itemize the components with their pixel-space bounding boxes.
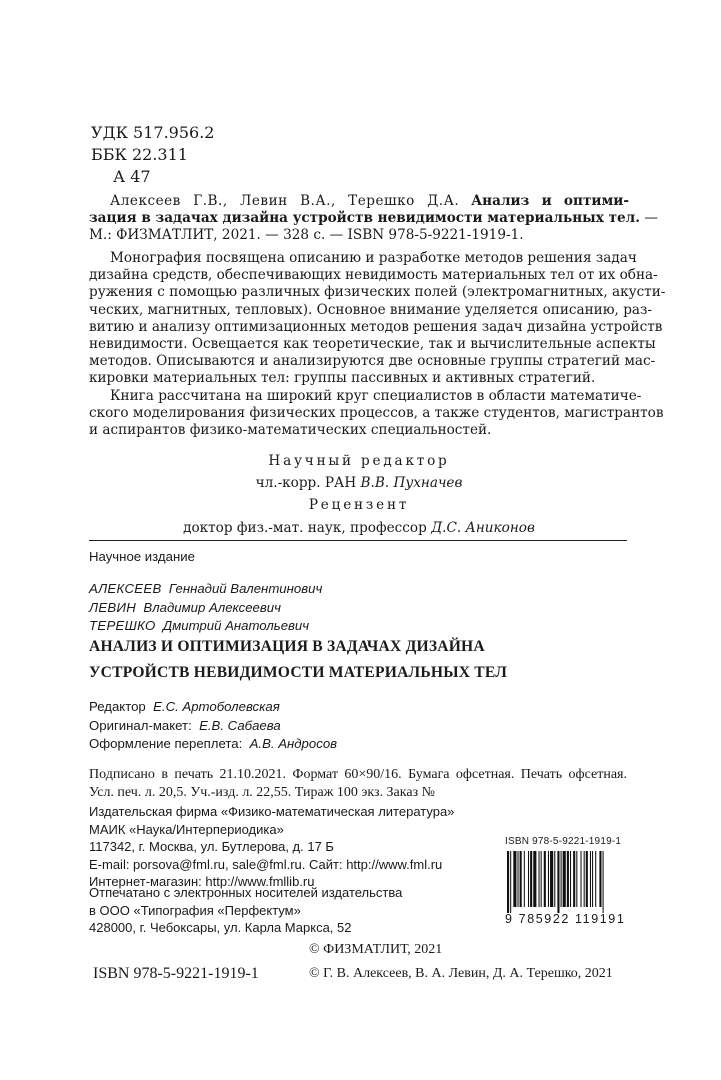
- annotation-line: Монография посвящена описанию и разработке методов решения задач: [110, 250, 637, 266]
- author-surname: ЛЕВИН: [89, 599, 137, 615]
- barcode-bar: [586, 851, 588, 907]
- udk-code: УДК 517.956.2: [91, 123, 215, 142]
- barcode-bar: [524, 851, 525, 907]
- publisher-info: [89, 803, 454, 891]
- title-line: АНАЛИЗ И ОПТИМИЗАЦИЯ В ЗАДАЧАХ ДИЗАЙНА: [89, 638, 485, 655]
- barcode-bar: [530, 851, 532, 907]
- author-entry: [89, 617, 322, 636]
- bib-dash: —: [640, 210, 658, 227]
- isbn-footer: ISBN 978-5-9221-1919-1: [93, 965, 259, 982]
- barcode-bar: [510, 851, 511, 913]
- annotation-line: ческих, магнитных, тепловых). Основное внимание уделяется описанию, раз-: [89, 301, 653, 318]
- bib-line-3: М.: ФИЗМАТЛИТ, 2021. — 328 с. — ISBN 978-5-9221-1919-1.: [89, 227, 524, 244]
- print-details: [89, 766, 627, 802]
- barcode-bar: [592, 851, 593, 907]
- barcode-bar: [573, 851, 575, 907]
- annotation-line: невидимости. Освещается как теоретические, так и вычислительные аспекты: [89, 336, 656, 353]
- barcode-bar: [595, 851, 596, 907]
- author-surname: ТЕРЕШКО: [89, 618, 156, 633]
- annotation-line: методов. Описываются и анализируются две основные группы стратегий мас-: [89, 353, 656, 370]
- barcode-bar: [507, 851, 509, 913]
- edition-type: Научное издание: [89, 549, 195, 564]
- editor-prefix: чл.-корр. РАН: [255, 475, 357, 491]
- barcode-bar: [584, 851, 585, 907]
- author-given: Геннадий Валентинович: [168, 581, 323, 596]
- annotation-line: Книга рассчитана на широкий круг специалистов в области математиче-: [110, 387, 642, 404]
- publisher-line: 117342, г. Москва, ул. Бутлерова, д. 17 Б: [89, 839, 334, 854]
- printer-line: Отпечатано с электронных носителей издательства: [89, 885, 403, 900]
- bib-authors: Алексеев Г.В., Левин В.А., Терешко Д.А.: [110, 193, 460, 209]
- printer-line: в ООО «Типография «Перфектум»: [89, 902, 301, 918]
- barcode-bar: [539, 851, 540, 907]
- bibliographic-record: [89, 193, 658, 245]
- publisher-line: E-mail: porsova@fml.ru, sale@fml.ru. Сайт: http://www.fml.ru: [89, 856, 443, 872]
- credit-name: Е.С. Артоболевская: [153, 699, 280, 714]
- annotation-line: ского моделирования физических процессов, а также студентов, магистрантов: [89, 404, 664, 421]
- annotation-line: и аспирантов физико-математических специальностей.: [89, 422, 492, 439]
- author-given: Дмитрий Анатольевич: [162, 618, 310, 633]
- barcode-digit-group: 785922: [518, 912, 570, 926]
- barcode-bar: [603, 851, 604, 913]
- barcode-bars: [505, 851, 627, 913]
- isbn-barcode: [505, 836, 627, 926]
- annotation-line: ружения с помощью различных физических полей (электромагнитных, акусти-: [89, 284, 666, 301]
- printer-line: 428000, г. Чебоксары, ул. Карла Маркса, 52: [89, 920, 352, 935]
- author-list: [89, 580, 322, 636]
- credit-layout: [89, 717, 337, 736]
- barcode-bar: [563, 851, 566, 907]
- barcode-bar: [590, 851, 591, 907]
- credit-role: Оригинал-макет:: [89, 717, 192, 733]
- author-mark: А 47: [113, 167, 151, 186]
- publisher-line: Интернет-магазин: http://www.fmllib.ru: [89, 874, 315, 889]
- scientific-editor: [89, 475, 629, 491]
- print-line: Подписано в печать 21.10.2021. Формат 60×90/16. Бумага офсетная. Печать офсетная.: [89, 767, 627, 782]
- barcode-digits: [505, 912, 627, 926]
- barcode-bar: [528, 851, 529, 907]
- copyright-authors: © Г. В. Алексеев, В. А. Левин, Д. А. Терешко, 2021: [309, 966, 613, 981]
- reviewer-name: Д.С. Аниконов: [431, 520, 535, 536]
- barcode-bar: [561, 851, 562, 907]
- credit-name: А.В. Андросов: [249, 736, 338, 751]
- author-surname: АЛЕКСЕЕВ: [89, 581, 162, 596]
- bib-title-end: зация в задачах дизайна устройств невидимости материальных тел.: [89, 210, 640, 227]
- credit-role: Оформление переплета:: [89, 736, 243, 751]
- barcode-bar: [599, 851, 601, 907]
- reviewer-prefix: доктор физ.-мат. наук, профессор: [183, 520, 427, 536]
- barcode-bar: [570, 851, 571, 907]
- bbk-code: ББК 22.311: [91, 145, 188, 164]
- title-line: УСТРОЙСТВ НЕВИДИМОСТИ МАТЕРИАЛЬНЫХ ТЕЛ: [89, 664, 508, 681]
- credit-role: Редактор: [89, 699, 146, 714]
- bib-title-start: Анализ и оптими-: [471, 193, 629, 209]
- barcode-bar: [554, 851, 555, 907]
- author-entry: [89, 580, 322, 599]
- reviewer-heading: Рецензент: [308, 497, 410, 513]
- copyright-publisher: © ФИЗМАТЛИТ, 2021: [309, 942, 443, 957]
- bib-line-2: [89, 210, 658, 227]
- credit-name: Е.В. Сабаева: [199, 717, 281, 733]
- classification-codes: [91, 122, 214, 188]
- reviewer: [89, 520, 629, 536]
- printer-info: [89, 884, 402, 937]
- barcode-bar: [520, 851, 522, 907]
- barcode-bar: [581, 851, 582, 907]
- bib-line-1: [89, 193, 629, 210]
- print-line: Усл. печ. л. 20,5. Уч.-изд. л. 22,55. Тираж 100 экз. Заказ №: [89, 785, 435, 800]
- barcode-bar: [576, 851, 577, 907]
- author-given: Владимир Алексеевич: [143, 599, 281, 615]
- annotation: [89, 250, 666, 439]
- publisher-line: МАИК «Наука/Интерпериодика»: [89, 821, 284, 837]
- barcode-bar: [541, 851, 542, 907]
- credit-cover: [89, 735, 337, 754]
- editor-name: В.В. Пухначев: [360, 475, 463, 491]
- book-title: [89, 634, 507, 686]
- barcode-bar: [557, 851, 559, 913]
- barcode-digit-group: 119191: [575, 912, 626, 926]
- barcode-bar: [544, 851, 546, 907]
- barcode-bar: [533, 851, 536, 907]
- annotation-line: дизайна средств, обеспечивающих невидимость материальных тел от их обна-: [89, 267, 658, 284]
- divider: [89, 540, 627, 541]
- author-entry: [89, 599, 322, 618]
- barcode-bar: [513, 851, 516, 907]
- credits: [89, 698, 337, 754]
- barcode-bar: [548, 851, 549, 907]
- publisher-line: Издательская фирма «Физико-математическая литература»: [89, 804, 455, 819]
- scientific-editor-heading: Научный редактор: [268, 453, 450, 469]
- credit-editor: [89, 698, 337, 717]
- barcode-bar: [550, 851, 553, 907]
- barcode-digit-prefix: 9: [505, 912, 514, 926]
- annotation-line: витию и анализу оптимизационных методов решения задач дизайна устройств: [89, 318, 663, 335]
- annotation-line: кировки материальных тел: группы пассивных и активных стратегий.: [89, 370, 596, 387]
- barcode-bar: [518, 851, 519, 907]
- barcode-isbn-label: ISBN 978-5-9221-1919-1: [505, 836, 622, 847]
- barcode-bar: [567, 851, 569, 907]
